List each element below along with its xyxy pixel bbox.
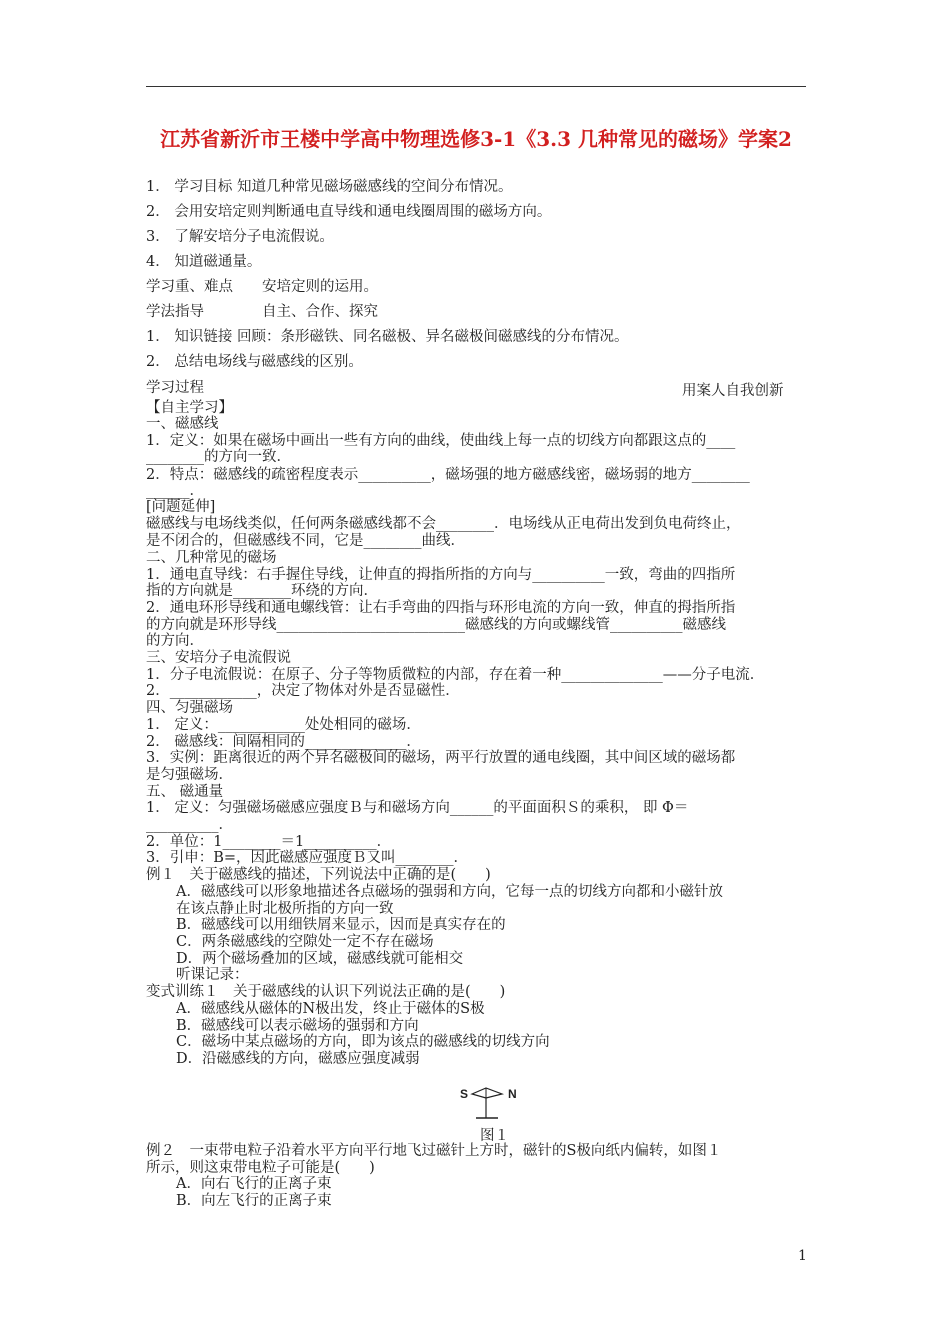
example1-stem: 例１ 关于磁感线的描述，下列说法中正确的是( ) bbox=[146, 867, 491, 883]
example1-option-d: D．两个磁场叠加的区域，磁感线就可能相交 bbox=[176, 951, 464, 967]
example1-option-b: B．磁感线可以用细铁屑来显示，因而是真实存在的 bbox=[176, 917, 506, 933]
creative-heading: 用案人自我创新 bbox=[682, 383, 784, 399]
example2-option-a: A．向右飞行的正离子束 bbox=[176, 1176, 332, 1192]
figure-n-label: N bbox=[508, 1087, 517, 1101]
body-line: 3．实例：距离很近的两个异名磁极间的磁场，两平行放置的通电线圈，其中间区域的磁场都 bbox=[146, 750, 736, 766]
study-method: 学法指导 自主、合作、探究 bbox=[146, 304, 378, 320]
body-line: 四、匀强磁场 bbox=[146, 700, 233, 716]
body-line: 一、磁感线 bbox=[146, 416, 219, 432]
body-line: [问题延伸] bbox=[146, 499, 216, 515]
body-line: 2．单位：1________＝1__________． bbox=[146, 834, 392, 850]
body-line: 磁感线与电场线类似，任何两条磁感线都不会________．电场线从正电荷出发到负电荷终止， bbox=[146, 516, 741, 532]
key-points: 学习重、难点 安培定则的运用。 bbox=[146, 279, 378, 295]
example1-note: 听课记录： bbox=[176, 967, 249, 983]
body-line: 1． 定义：匀强磁场磁感应强度Ｂ与和磁场方向______的平面面积Ｓ的乘积， 即 Φ＝ bbox=[146, 800, 689, 816]
body-line: 2．特点：磁感线的疏密程度表示__________，磁场强的地方磁感线密，磁场弱的地方________ bbox=[146, 467, 750, 483]
body-line: 是不闭合的，但磁感线不同，它是________曲线． bbox=[146, 533, 465, 549]
body-line: 3．引申：B=，因此磁感应强度Ｂ又叫________． bbox=[146, 850, 469, 866]
body-line: 1．通电直导线：右手握住导线，让伸直的拇指所指的方向与__________一致，弯曲的四指所 bbox=[146, 567, 736, 583]
page-title: 江苏省新沂市王楼中学高中物理选修3-1《3.3 几种常见的磁场》学案2 bbox=[160, 127, 792, 151]
variant1-stem: 变式训练１ 关于磁感线的认识下列说法正确的是( ) bbox=[146, 984, 506, 1000]
page-number: 1 bbox=[798, 1248, 807, 1264]
example1-option-a-cont: 在该点静止时北极所指的方向一致 bbox=[176, 901, 394, 917]
header-rule bbox=[146, 86, 806, 87]
body-line: 1．分子电流假说：在原子、分子等物质微粒的内部，存在着一种______________——分子电流． bbox=[146, 667, 765, 683]
body-line: 是匀强磁场． bbox=[146, 767, 233, 783]
body-line: 二、几种常见的磁场 bbox=[146, 550, 277, 566]
example1-option-a: A．磁感线可以形象地描述各点磁场的强弱和方向，它每一点的切线方向都和小磁针放 bbox=[176, 884, 723, 900]
figure-caption: 图１ bbox=[480, 1128, 509, 1144]
example2-stem-1: 例２ 一束带电粒子沿着水平方向平行地飞过磁针上方时，磁针的S极向纸内偏转，如图１ bbox=[146, 1143, 722, 1159]
variant1-option-b: B．磁感线可以表示磁场的强弱和方向 bbox=[176, 1018, 419, 1034]
example2-option-b: B．向左飞行的正离子束 bbox=[176, 1193, 332, 1209]
body-line: 三、安培分子电流假说 bbox=[146, 650, 291, 666]
needle-shape bbox=[472, 1088, 502, 1098]
body-line: 指的方向就是________环绕的方向． bbox=[146, 583, 378, 599]
objective-1: 1． 学习目标 知道几种常见磁场磁感线的空间分布情况。 bbox=[146, 179, 513, 195]
example1-option-c: C．两条磁感线的空隙处一定不存在磁场 bbox=[176, 934, 434, 950]
body-line: ________的方向一致． bbox=[146, 449, 291, 465]
example2-stem-2: 所示，则这束带电粒子可能是( ) bbox=[146, 1160, 375, 1176]
figure-s-label: S bbox=[460, 1087, 469, 1101]
body-line: ______． bbox=[146, 483, 204, 499]
knowledge-link-2: 2． 总结电场线与磁感线的区别。 bbox=[146, 354, 363, 370]
variant1-option-a: A．磁感线从磁体的N极出发，终止于磁体的S极 bbox=[176, 1001, 485, 1017]
variant1-option-c: C．磁场中某点磁场的方向，即为该点的磁感线的切线方向 bbox=[176, 1034, 550, 1050]
objective-2: 2． 会用安培定则判断通电直导线和通电线圈周围的磁场方向。 bbox=[146, 204, 552, 220]
body-line: __________． bbox=[146, 817, 233, 833]
objective-3: 3． 了解安培分子电流假说。 bbox=[146, 229, 334, 245]
objective-4: 4． 知道磁通量。 bbox=[146, 254, 262, 270]
body-line: 的方向就是环形导线__________________________磁感线的方向或螺线管__________磁感线 bbox=[146, 617, 726, 633]
body-line: 的方向． bbox=[146, 633, 204, 649]
body-line: 2．____________，决定了物体对外是否显磁性． bbox=[146, 683, 460, 699]
body-line: 1． 定义：____________处处相同的磁场． bbox=[146, 717, 421, 733]
variant1-option-d: D．沿磁感线的方向，磁感应强度减弱 bbox=[176, 1051, 420, 1067]
body-line: 1．定义：如果在磁场中画出一些有方向的曲线，使曲线上每一点的切线方向都跟这点的____ bbox=[146, 433, 736, 449]
body-line: 2．通电环形导线和通电螺线管：让右手弯曲的四指与环形电流的方向一致，伸直的拇指所指 bbox=[146, 600, 736, 616]
body-line: 五、 磁通量 bbox=[146, 784, 224, 800]
body-line: 2． 磁感线：间隔相同的______________． bbox=[146, 734, 421, 750]
process-heading: 学习过程 bbox=[146, 380, 204, 396]
body-line: 【自主学习】 bbox=[146, 400, 233, 416]
knowledge-link-1: 1． 知识链接 回顾：条形磁铁、同名磁极、异名磁极间磁感线的分布情况。 bbox=[146, 329, 629, 345]
